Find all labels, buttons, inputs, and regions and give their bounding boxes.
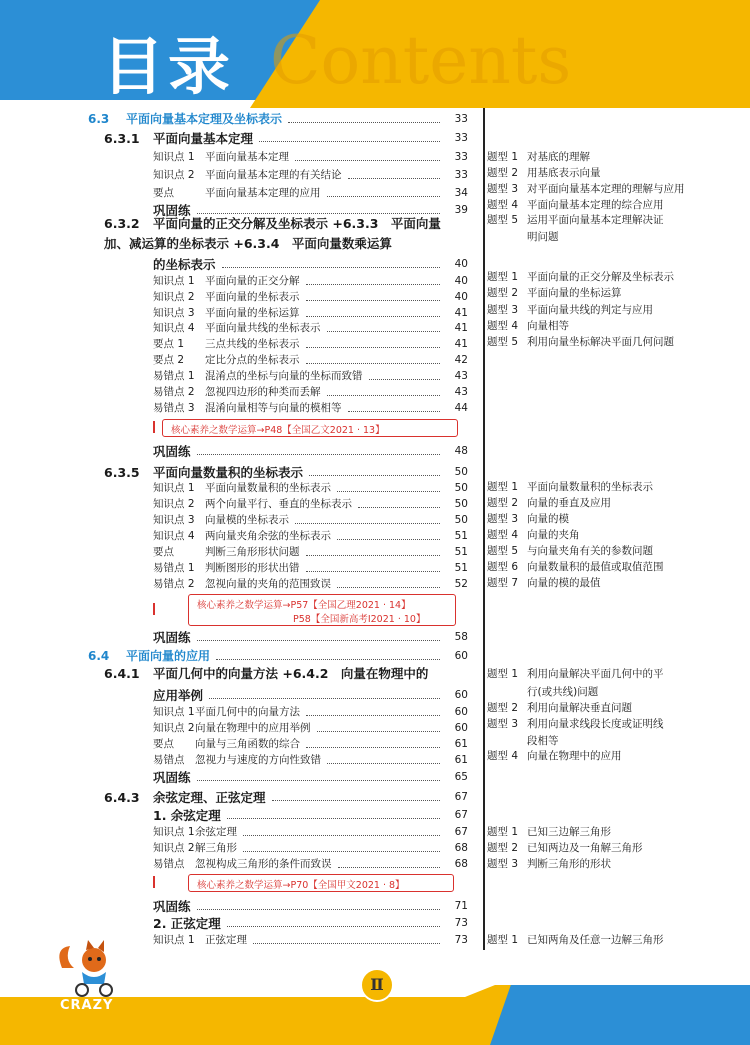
type-title: 向量数量积的最值或取值范围 [527,561,664,573]
entry-title: 平面向量基本定理及坐标表示 [126,112,283,126]
section-6-4[interactable] [0,649,468,664]
entry-label: 要点 [153,738,174,750]
question-type-row[interactable] [487,496,737,511]
question-type-row[interactable] [487,560,737,575]
page-number: Ⅱ [360,968,394,1002]
entry-label: 巩固练 [153,444,191,459]
entry-label: 易错点 [153,858,185,870]
type-title: 利用向量解决垂直问题 [527,702,632,714]
type-label: 题型 3 [487,718,519,730]
entry-label: 2. 正弦定理 [153,916,221,931]
question-type-row[interactable] [487,213,737,228]
type-title-continued: 行(或共线)问题 [527,686,599,698]
type-title: 对基底的理解 [527,151,590,163]
question-type-row[interactable] [487,319,737,334]
page-ref: 41 [454,307,468,319]
page-ref: 58 [454,631,468,643]
entry-title: 平面几何中的向量方法 [195,706,300,718]
page-ref: 71 [454,900,468,912]
type-label: 题型 4 [487,529,519,541]
question-type-row[interactable] [487,198,737,213]
entry-title: 忽视向量的夹角的范围致误 [205,578,331,590]
dot-leader [222,257,440,268]
question-type-row[interactable] [487,701,737,716]
subsection-6-4-1-title: 平面几何中的向量方法 +6.4.2 向量在物理中的 [153,666,429,681]
type-title: 平面向量数量积的坐标表示 [527,481,653,493]
callout-text: P58【全国新高考Ⅰ2021 · 10】 [293,614,426,625]
dot-leader [272,790,440,801]
entry-label: 知识点 2 [153,722,195,734]
dot-leader [338,857,440,868]
entry-label: 知识点 4 [153,530,195,542]
question-type-row[interactable] [487,335,737,350]
type-title: 向量的模 [527,513,569,525]
dot-leader [337,577,440,588]
entry-label: 要点 1 [153,338,185,350]
entry-label: 易错点 2 [153,386,195,398]
page-ref: 61 [454,738,468,750]
question-type-row[interactable] [487,749,737,764]
question-type-row[interactable] [487,528,737,543]
core-literacy-callout[interactable] [188,594,456,626]
type-title-continued: 段相等 [527,735,559,747]
page-ref: 42 [454,354,468,366]
type-title: 平面向量基本定理的综合应用 [527,199,664,211]
dot-leader [309,465,440,476]
entry-title: 平面向量数量积的坐标表示 [205,482,331,494]
entry-title: 向量在物理中的应用举例 [195,722,311,734]
question-type-row[interactable] [487,576,737,591]
entry-label: 易错点 1 [153,370,195,382]
type-label: 题型 4 [487,750,519,762]
entry-label: 易错点 [153,754,185,766]
page-ref: 33 [454,113,468,125]
entry-title: 混淆点的坐标与向量的坐标而致错 [205,370,363,382]
entry-title: 平面向量的正交分解 [205,275,300,287]
type-label: 题型 4 [487,320,519,332]
callout-marker [153,603,155,615]
page-ref: 68 [454,858,468,870]
title-english: Contents [270,22,572,99]
practice-row[interactable] [0,630,468,645]
question-type-row[interactable] [487,150,737,165]
dot-leader [197,899,440,910]
page-ref: 65 [454,771,468,783]
page-ref: 33 [454,169,468,181]
toc-entry[interactable] [0,150,468,165]
page-ref: 51 [454,530,468,542]
dot-leader [306,290,440,301]
page-ref: 40 [454,275,468,287]
entry-label: 知识点 1 [153,482,195,494]
subsection-6-3-5[interactable] [0,465,468,480]
dot-leader [306,737,440,748]
subsection-6-3-1[interactable] [0,131,468,146]
page-ref: 68 [454,842,468,854]
entry-title: 平面向量基本定理 [153,131,254,146]
type-title: 向量的夹角 [527,529,580,541]
entry-title: 判断三角形形状问题 [205,546,300,558]
column-divider [483,108,485,950]
page-ref: 43 [454,386,468,398]
entry-label: 6.3.5 [104,465,140,480]
type-label: 题型 3 [487,304,519,316]
entry-title: 定比分点的坐标表示 [205,354,300,366]
entry-label: 巩固练 [153,203,191,218]
page-ref: 52 [454,578,468,590]
type-title-continued: 明问题 [527,231,559,243]
entry-label: 知识点 1 [153,706,195,718]
question-type-row[interactable] [487,480,737,495]
entry-label: 知识点 4 [153,322,195,334]
type-label: 题型 2 [487,497,519,509]
dot-leader [327,753,440,764]
type-label: 题型 1 [487,481,519,493]
dot-leader [327,385,440,396]
entry-title: 平面向量的坐标运算 [205,307,300,319]
question-type-row[interactable] [487,933,737,948]
entry-label: 巩固练 [153,770,191,785]
page-ref: 51 [454,546,468,558]
page-ref: 41 [454,338,468,350]
type-title: 平面向量的正交分解及坐标表示 [527,271,674,283]
toc-entry[interactable] [0,721,468,736]
entry-title: 平面向量共线的坐标表示 [205,322,321,334]
question-type-row[interactable] [487,270,737,285]
entry-label: 易错点 2 [153,578,195,590]
type-label: 题型 5 [487,545,519,557]
page-ref: 67 [454,791,468,803]
practice-row[interactable] [0,444,468,459]
footer-blue-band [490,985,750,1045]
type-label: 题型 2 [487,702,519,714]
toc-entry[interactable] [0,577,468,592]
dot-leader [216,649,440,660]
page-title: 目录 [102,30,235,103]
page-ref: 60 [454,722,468,734]
type-title: 利用向量坐标解决平面几何问题 [527,336,674,348]
toc-entry[interactable] [0,857,468,872]
type-title: 已知两边及一角解三角形 [527,842,643,854]
entry-label: 知识点 2 [153,291,195,303]
entry-title: 两个向量平行、垂直的坐标表示 [205,498,352,510]
type-label: 题型 1 [487,934,519,946]
entry-title: 余弦定理、正弦定理 [153,790,266,805]
entry-label: 易错点 3 [153,402,195,414]
type-label: 题型 2 [487,167,519,179]
type-title: 平面向量共线的判定与应用 [527,304,653,316]
entry-label: 6.4 [88,649,110,663]
fox-mascot-icon [52,938,122,998]
toc-entry[interactable] [0,481,468,496]
type-title: 已知三边解三角形 [527,826,611,838]
toc-entry[interactable] [0,753,468,768]
dot-leader [259,131,440,142]
type-title: 用基底表示向量 [527,167,601,179]
dot-leader [337,481,440,492]
page-ref: 67 [454,809,468,821]
dot-leader [306,306,440,317]
question-type-row[interactable] [487,717,737,732]
question-type-row[interactable] [487,544,737,559]
toc-entry[interactable] [0,168,468,183]
dot-leader [337,529,440,540]
type-title: 向量的垂直及应用 [527,497,611,509]
entry-title: 忽视力与速度的方向性致错 [195,754,321,766]
page-ref: 60 [454,689,468,701]
entry-title: 向量与三角函数的综合 [195,738,300,750]
dot-leader [253,933,440,944]
entry-label: 巩固练 [153,899,191,914]
page-ref: 50 [454,514,468,526]
dot-leader [243,825,440,836]
dot-leader [227,808,440,819]
type-title: 利用向量解决平面几何中的平 [527,668,664,680]
toc-entry[interactable] [0,274,468,289]
practice-row[interactable] [0,899,468,914]
toc-entry[interactable] [0,385,468,400]
page-ref: 48 [454,445,468,457]
entry-label: 知识点 2 [153,842,195,854]
entry-title: 三点共线的坐标表示 [205,338,300,350]
entry-label: 知识点 1 [153,826,195,838]
dot-leader [197,630,440,641]
brand-label: CRAZY [60,998,114,1013]
type-title: 已知两角及任意一边解三角形 [527,934,664,946]
dot-leader [197,770,440,781]
subsection-6-3-2-num: 6.3.2 [104,216,140,231]
subsection-6-4-1[interactable] [0,688,468,703]
entry-label: 易错点 1 [153,562,195,574]
section-6-3[interactable] [0,112,468,127]
entry-label: 的坐标表示 [153,257,216,272]
type-label: 题型 6 [487,561,519,573]
page-ref: 61 [454,754,468,766]
type-title: 向量的模的最值 [527,577,601,589]
dot-leader [295,513,440,524]
dot-leader [348,168,440,179]
question-type-row[interactable] [487,166,737,181]
entry-label: 知识点 2 [153,169,195,181]
type-label: 题型 1 [487,151,519,163]
toc-entry[interactable] [0,321,468,336]
practice-row[interactable] [0,770,468,785]
page-ref: 39 [454,204,468,216]
type-title: 判断三角形的形状 [527,858,611,870]
subsection-6-4-3[interactable] [0,790,468,805]
type-label: 题型 5 [487,336,519,348]
entry-title: 正弦定理 [205,934,247,946]
entry-title: 判断图形的形状出错 [205,562,300,574]
question-type-row[interactable] [487,667,737,682]
toc-entry[interactable] [0,186,468,201]
type-title: 与向量夹角有关的参数问题 [527,545,653,557]
dot-leader [327,321,440,332]
dot-leader [327,186,440,197]
entry-label: 要点 [153,187,174,199]
page-ref: 73 [454,934,468,946]
entry-label: 1. 余弦定理 [153,808,221,823]
type-title: 运用平面向量基本定理解决证 [527,214,664,226]
entry-label: 知识点 1 [153,934,195,946]
question-type-row[interactable] [487,303,737,318]
dot-leader [209,688,440,699]
entry-title: 忽视构成三角形的条件而致误 [195,858,332,870]
type-label: 题型 3 [487,183,519,195]
page-ref: 40 [454,291,468,303]
dot-leader [306,274,440,285]
callout-text: 核心素养之数学运算→P70【全国甲文2021 · 8】 [197,880,405,891]
type-label: 题型 3 [487,858,519,870]
dot-leader [317,721,440,732]
dot-leader [369,369,440,380]
type-label: 题型 5 [487,214,519,226]
toc-entry[interactable] [0,705,468,720]
entry-label: 知识点 3 [153,307,195,319]
page-ref: 60 [454,706,468,718]
dot-leader [197,203,440,214]
entry-title: 向量模的坐标表示 [205,514,289,526]
dot-leader [358,497,440,508]
entry-label: 6.4.3 [104,790,140,805]
toc-entry[interactable] [0,497,468,512]
entry-title: 平面向量数量积的坐标表示 [153,465,304,480]
dot-leader [306,561,440,572]
question-type-row[interactable] [487,841,737,856]
question-type-row[interactable] [487,286,737,301]
toc-entry[interactable] [0,290,468,305]
page-ref: 51 [454,562,468,574]
toc-entry[interactable] [0,825,468,840]
subsection-6-4-1-num: 6.4.1 [104,666,140,681]
type-title: 利用向量求线段长度或证明线 [527,718,664,730]
type-title: 向量在物理中的应用 [527,750,622,762]
entry-label: 知识点 1 [153,275,195,287]
page-ref: 34 [454,187,468,199]
toc-entry[interactable] [0,369,468,384]
entry-label: 6.3.1 [104,131,140,146]
type-label: 题型 2 [487,287,519,299]
entry-title: 解三角形 [195,842,237,854]
type-label: 题型 3 [487,513,519,525]
page-ref: 40 [454,258,468,270]
sub-heading[interactable] [0,808,468,823]
dot-leader [288,112,440,123]
entry-label: 巩固练 [153,630,191,645]
page-ref: 50 [454,498,468,510]
toc-entry[interactable] [0,737,468,752]
dot-leader [197,444,440,455]
page-ref: 60 [454,650,468,662]
core-literacy-callout[interactable] [188,874,454,892]
dot-leader [243,841,440,852]
subsection-6-3-2-title: 平面向量的正交分解及坐标表示 +6.3.3 平面向量 [153,216,441,231]
page-ref: 50 [454,466,468,478]
dot-leader [306,705,440,716]
entry-title: 平面向量的坐标表示 [205,291,300,303]
page-ref: 43 [454,370,468,382]
entry-title: 平面向量基本定理的有关结论 [205,169,342,181]
core-literacy-callout[interactable] [162,419,458,437]
page-ref: 50 [454,482,468,494]
dot-leader [306,545,440,556]
toc-entry[interactable] [0,841,468,856]
dot-leader [227,916,440,927]
toc-entry[interactable] [0,306,468,321]
question-type-row[interactable] [487,857,737,872]
callout-marker [153,876,155,888]
dot-leader [306,353,440,364]
dot-leader [348,401,440,412]
type-title: 对平面向量基本定理的理解与应用 [527,183,685,195]
question-type-row[interactable] [487,182,737,197]
page-ref: 67 [454,826,468,838]
page-ref: 73 [454,917,468,929]
subsection-6-3-2[interactable] [0,257,468,272]
entry-label: 要点 [153,546,174,558]
type-title: 平面向量的坐标运算 [527,287,622,299]
entry-title: 平面向量的应用 [126,649,211,663]
type-label: 题型 1 [487,826,519,838]
entry-title: 忽视四边形的种类而丢解 [205,386,321,398]
toc-entry[interactable] [0,337,468,352]
toc-entry[interactable] [0,513,468,528]
subsection-6-3-2-title: 加、减运算的坐标表示 +6.3.4 平面向量数乘运算 [104,236,392,251]
sub-heading[interactable] [0,916,468,931]
entry-label: 知识点 2 [153,498,195,510]
question-type-row[interactable] [487,825,737,840]
entry-title: 余弦定理 [195,826,237,838]
toc-entry[interactable] [0,401,468,416]
entry-label: 应用举例 [153,688,204,703]
page-ref: 41 [454,322,468,334]
callout-text: 核心素养之数学运算→P57【全国乙理2021 · 14】 [197,600,411,611]
callout-marker [153,421,155,433]
entry-title: 两向量夹角余弦的坐标表示 [205,530,331,542]
type-label: 题型 1 [487,271,519,283]
entry-label: 知识点 1 [153,151,195,163]
type-label: 题型 1 [487,668,519,680]
type-label: 题型 7 [487,577,519,589]
toc-entry[interactable] [0,529,468,544]
page-ref: 33 [454,151,468,163]
entry-title: 混淆向量相等与向量的模相等 [205,402,342,414]
page-ref: 44 [454,402,468,414]
toc-entry[interactable] [0,353,468,368]
entry-label: 6.3 [88,112,110,126]
toc-entry[interactable] [0,561,468,576]
type-title: 向量相等 [527,320,569,332]
type-label: 题型 4 [487,199,519,211]
toc-entry[interactable] [0,545,468,560]
question-type-row[interactable] [487,512,737,527]
entry-label: 知识点 3 [153,514,195,526]
entry-title: 平面向量基本定理的应用 [205,187,321,199]
entry-title: 平面向量基本定理 [205,151,289,163]
callout-text: 核心素养之数学运算→P48【全国乙文2021 · 13】 [171,425,385,436]
page-ref: 33 [454,132,468,144]
dot-leader [295,150,440,161]
dot-leader [306,337,440,348]
type-label: 题型 2 [487,842,519,854]
entry-label: 要点 2 [153,354,185,366]
